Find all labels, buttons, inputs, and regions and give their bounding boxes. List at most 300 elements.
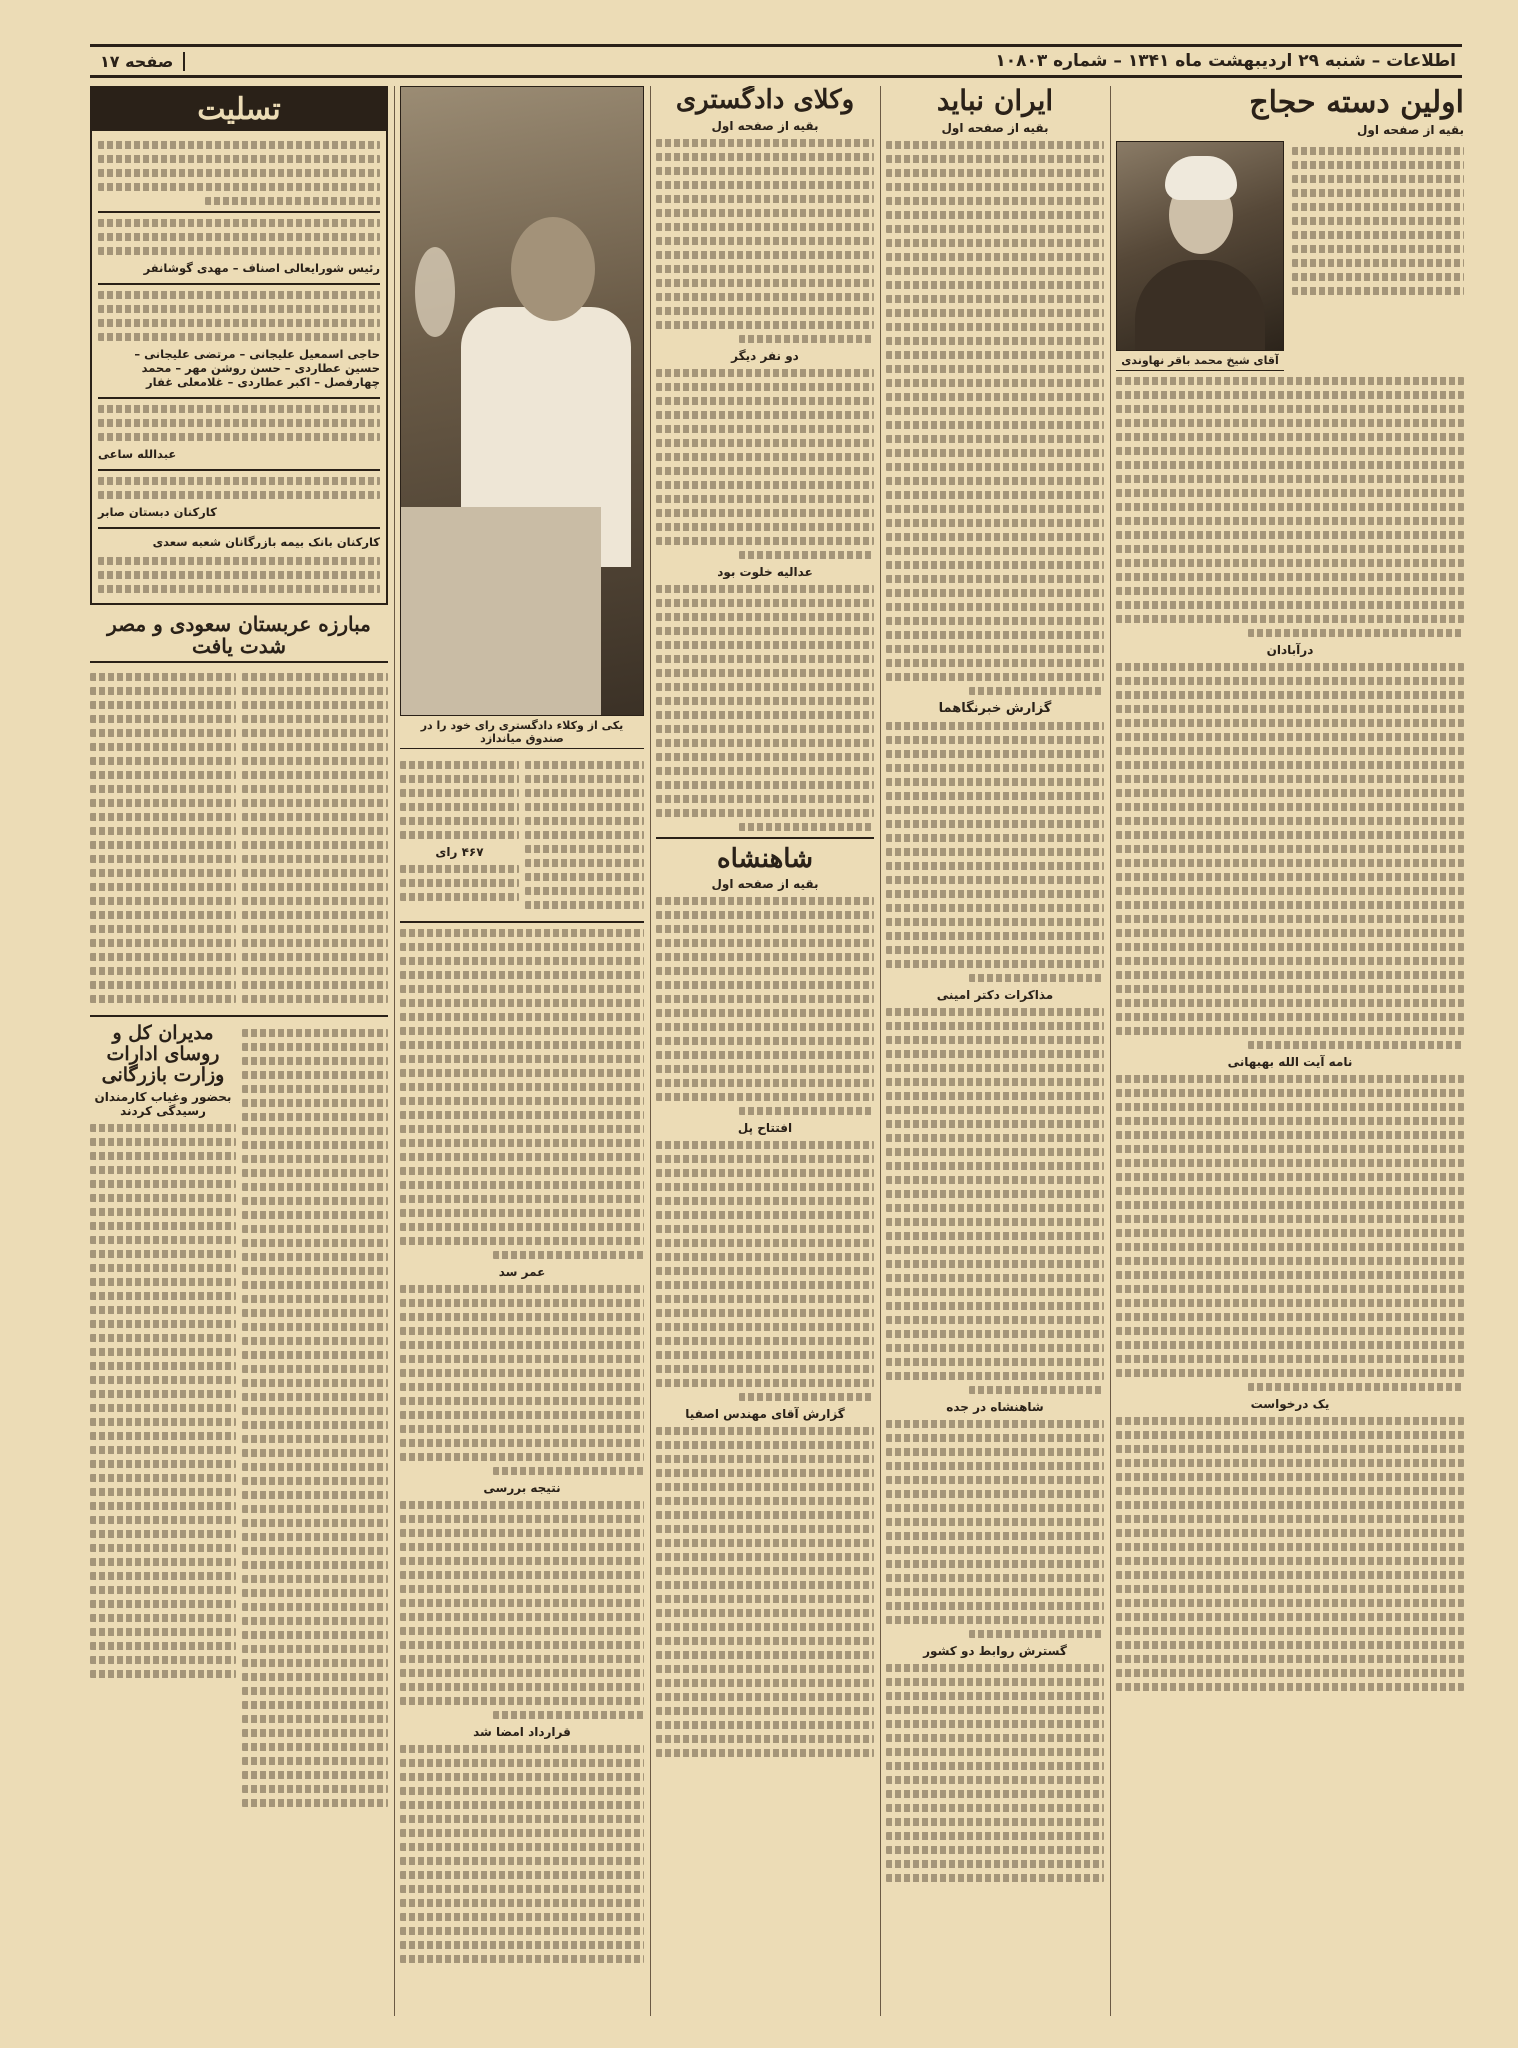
text-line bbox=[656, 1693, 874, 1701]
text-line bbox=[739, 823, 874, 831]
text-line bbox=[242, 1071, 388, 1079]
text-line bbox=[90, 1544, 236, 1552]
text-line bbox=[886, 1176, 1104, 1184]
text-line bbox=[400, 957, 644, 965]
text-line bbox=[400, 1425, 644, 1433]
text-line bbox=[90, 1586, 236, 1594]
text-line bbox=[98, 557, 380, 565]
text-line bbox=[1116, 1355, 1464, 1363]
text-line bbox=[525, 761, 644, 769]
text-line bbox=[886, 750, 1104, 758]
text-line bbox=[656, 509, 874, 517]
text-line bbox=[400, 1209, 644, 1217]
text-line bbox=[90, 1628, 236, 1636]
text-line bbox=[90, 925, 236, 933]
text-line bbox=[656, 1225, 874, 1233]
text-line bbox=[1116, 1515, 1464, 1523]
text-line bbox=[1116, 1159, 1464, 1167]
text-line bbox=[1116, 663, 1464, 671]
text-line bbox=[886, 351, 1104, 359]
text-line bbox=[90, 743, 236, 751]
text-line bbox=[400, 1543, 644, 1551]
text-line bbox=[886, 505, 1104, 513]
text-line bbox=[886, 575, 1104, 583]
text-line bbox=[242, 1533, 388, 1541]
text-line bbox=[90, 757, 236, 765]
text-line bbox=[242, 827, 388, 835]
text-line bbox=[525, 831, 644, 839]
text-line bbox=[886, 589, 1104, 597]
text-line bbox=[656, 1267, 874, 1275]
text-line bbox=[886, 1588, 1104, 1596]
text-line bbox=[656, 307, 874, 315]
text-line bbox=[656, 725, 874, 733]
text-line bbox=[886, 267, 1104, 275]
text-line bbox=[886, 1546, 1104, 1554]
text-line bbox=[242, 1687, 388, 1695]
section-title-dam-life: عمر سد bbox=[498, 1265, 546, 1279]
text-line bbox=[1116, 817, 1464, 825]
text-line bbox=[656, 795, 874, 803]
text-line bbox=[525, 845, 644, 853]
text-line bbox=[242, 925, 388, 933]
text-line bbox=[242, 1617, 388, 1625]
text-line bbox=[656, 1637, 874, 1645]
text-line bbox=[400, 1899, 644, 1907]
text-line bbox=[400, 865, 519, 873]
text-line bbox=[90, 813, 236, 821]
headline-saudi-egypt: مبارزه عربستان سعودی و مصر شدت یافت bbox=[90, 613, 388, 663]
text-line bbox=[1292, 161, 1464, 169]
text-line bbox=[90, 1348, 236, 1356]
text-line bbox=[1116, 859, 1464, 867]
text-line bbox=[525, 873, 644, 881]
continued-label: بقیه از صفحه اول bbox=[711, 877, 819, 892]
text-line bbox=[886, 295, 1104, 303]
condolence-box bbox=[90, 86, 388, 605]
text-line bbox=[400, 1411, 644, 1419]
text-line bbox=[656, 439, 874, 447]
section-title-contract: قرارداد امضا شد bbox=[473, 1725, 571, 1739]
text-line bbox=[886, 225, 1104, 233]
text-line bbox=[656, 1539, 874, 1547]
headline-shahanshah: شاهنشاه bbox=[716, 843, 813, 874]
text-line bbox=[886, 834, 1104, 842]
text-line bbox=[886, 1078, 1104, 1086]
headline-lawyers: وکلای دادگستری bbox=[675, 86, 855, 115]
text-line bbox=[242, 1575, 388, 1583]
text-line bbox=[656, 1309, 874, 1317]
text-line bbox=[400, 1167, 644, 1175]
text-line bbox=[242, 1169, 388, 1177]
text-line bbox=[656, 195, 874, 203]
text-line bbox=[90, 701, 236, 709]
text-line bbox=[656, 1197, 874, 1205]
text-line bbox=[242, 911, 388, 919]
text-line bbox=[1292, 273, 1464, 281]
text-line bbox=[90, 827, 236, 835]
text-line bbox=[886, 1664, 1104, 1672]
text-line bbox=[1116, 601, 1464, 609]
text-line bbox=[90, 1488, 236, 1496]
text-line bbox=[656, 523, 874, 531]
text-line bbox=[886, 1190, 1104, 1198]
text-line bbox=[242, 1127, 388, 1135]
text-line bbox=[886, 645, 1104, 653]
text-line bbox=[242, 1449, 388, 1457]
text-line bbox=[98, 219, 380, 227]
text-line bbox=[886, 736, 1104, 744]
text-line bbox=[1116, 1229, 1464, 1237]
column-3 bbox=[656, 86, 874, 2016]
text-line bbox=[656, 1093, 874, 1101]
text-line bbox=[1116, 1271, 1464, 1279]
text-line bbox=[242, 757, 388, 765]
headline-commerce-ministry: مدیران کل و روسای ادارات وزارت بازرگانی bbox=[101, 1022, 225, 1086]
text-line bbox=[1116, 943, 1464, 951]
text-line bbox=[656, 1037, 874, 1045]
text-line bbox=[886, 1692, 1104, 1700]
text-line bbox=[98, 405, 380, 413]
text-line bbox=[400, 1097, 644, 1105]
text-line bbox=[400, 1355, 644, 1363]
text-line bbox=[656, 1623, 874, 1631]
text-line bbox=[90, 1558, 236, 1566]
text-line bbox=[98, 141, 380, 149]
text-line bbox=[90, 1390, 236, 1398]
text-line bbox=[525, 789, 644, 797]
text-line bbox=[886, 1120, 1104, 1128]
text-line bbox=[242, 673, 388, 681]
text-line bbox=[98, 291, 380, 299]
text-line bbox=[1116, 1173, 1464, 1181]
text-line bbox=[886, 1720, 1104, 1728]
column-2 bbox=[886, 86, 1104, 2016]
text-line bbox=[886, 1790, 1104, 1798]
text-line bbox=[656, 209, 874, 217]
text-line bbox=[886, 1050, 1104, 1058]
text-line bbox=[1116, 1543, 1464, 1551]
page-header bbox=[90, 44, 1462, 78]
continued-label: بقیه از صفحه اول bbox=[711, 118, 819, 133]
text-line bbox=[400, 1125, 644, 1133]
text-line bbox=[656, 1581, 874, 1589]
text-line bbox=[886, 1532, 1104, 1540]
text-line bbox=[886, 365, 1104, 373]
text-line bbox=[98, 433, 380, 441]
text-line bbox=[400, 1515, 644, 1523]
text-line bbox=[525, 887, 644, 895]
text-line bbox=[242, 897, 388, 905]
text-line bbox=[656, 467, 874, 475]
text-line bbox=[656, 181, 874, 189]
text-line bbox=[886, 1358, 1104, 1366]
column-5 bbox=[90, 86, 388, 2016]
text-line bbox=[400, 1439, 644, 1447]
text-line bbox=[656, 641, 874, 649]
text-line bbox=[525, 859, 644, 867]
text-line bbox=[400, 1927, 644, 1935]
text-line bbox=[90, 1180, 236, 1188]
text-line bbox=[400, 1557, 644, 1565]
text-line bbox=[400, 1773, 644, 1781]
text-line bbox=[242, 813, 388, 821]
text-line bbox=[886, 1092, 1104, 1100]
text-line bbox=[886, 806, 1104, 814]
text-line bbox=[886, 155, 1104, 163]
text-line bbox=[242, 1491, 388, 1499]
text-line bbox=[656, 167, 874, 175]
text-line bbox=[242, 1099, 388, 1107]
text-line bbox=[242, 1379, 388, 1387]
text-line bbox=[400, 761, 519, 769]
text-line bbox=[886, 904, 1104, 912]
text-line bbox=[886, 323, 1104, 331]
text-line bbox=[886, 1762, 1104, 1770]
divider bbox=[98, 469, 380, 471]
text-line bbox=[1292, 217, 1464, 225]
column-rule bbox=[880, 86, 881, 2016]
text-line bbox=[90, 1642, 236, 1650]
text-line bbox=[886, 183, 1104, 191]
text-line bbox=[1116, 1431, 1464, 1439]
text-line bbox=[656, 1651, 874, 1659]
text-line bbox=[242, 1085, 388, 1093]
text-line bbox=[98, 247, 380, 255]
text-line bbox=[400, 1683, 644, 1691]
text-line bbox=[90, 1166, 236, 1174]
text-line bbox=[886, 673, 1104, 681]
section-title-bridge: افتتاح پل bbox=[737, 1121, 793, 1136]
text-line bbox=[886, 932, 1104, 940]
text-line bbox=[242, 1113, 388, 1121]
text-line bbox=[886, 1036, 1104, 1044]
text-line bbox=[656, 585, 874, 593]
text-line bbox=[242, 1757, 388, 1765]
text-line bbox=[400, 1397, 644, 1405]
text-line bbox=[1116, 1103, 1464, 1111]
text-line bbox=[400, 1181, 644, 1189]
text-line bbox=[400, 985, 644, 993]
text-line bbox=[242, 1267, 388, 1275]
text-line bbox=[242, 841, 388, 849]
text-line bbox=[886, 239, 1104, 247]
text-line bbox=[1116, 901, 1464, 909]
continued-label: بقیه از صفحه اول bbox=[941, 120, 1049, 135]
portrait-photo bbox=[1116, 141, 1284, 351]
text-line bbox=[400, 999, 644, 1007]
text-line bbox=[400, 1299, 644, 1307]
text-line bbox=[1116, 1075, 1464, 1083]
text-line bbox=[1116, 985, 1464, 993]
text-line bbox=[400, 1955, 644, 1963]
text-line bbox=[400, 943, 644, 951]
text-line bbox=[242, 1225, 388, 1233]
text-line bbox=[656, 397, 874, 405]
divider bbox=[98, 397, 380, 399]
text-line bbox=[90, 1124, 236, 1132]
text-line bbox=[656, 411, 874, 419]
text-line bbox=[400, 803, 519, 811]
text-line bbox=[90, 715, 236, 723]
text-line bbox=[886, 1748, 1104, 1756]
text-line bbox=[242, 1645, 388, 1653]
text-line bbox=[969, 1386, 1104, 1394]
text-line bbox=[242, 1337, 388, 1345]
text-line bbox=[400, 1801, 644, 1809]
text-line bbox=[886, 722, 1104, 730]
text-line bbox=[90, 897, 236, 905]
text-line bbox=[656, 1351, 874, 1359]
text-line bbox=[400, 1327, 644, 1335]
text-line bbox=[242, 1365, 388, 1373]
text-line bbox=[1116, 1473, 1464, 1481]
text-line bbox=[886, 1288, 1104, 1296]
text-line bbox=[886, 1518, 1104, 1526]
text-line bbox=[1116, 887, 1464, 895]
text-line bbox=[656, 897, 874, 905]
text-line bbox=[886, 792, 1104, 800]
text-line bbox=[656, 1511, 874, 1519]
text-line bbox=[1116, 1027, 1464, 1035]
text-line bbox=[1116, 1655, 1464, 1663]
text-line bbox=[90, 855, 236, 863]
text-line bbox=[886, 547, 1104, 555]
text-line bbox=[656, 153, 874, 161]
text-line bbox=[1116, 1201, 1464, 1209]
text-line bbox=[400, 1083, 644, 1091]
text-line bbox=[242, 1155, 388, 1163]
text-line bbox=[1116, 1285, 1464, 1293]
text-line bbox=[886, 1330, 1104, 1338]
text-line bbox=[886, 1148, 1104, 1156]
text-line bbox=[400, 1111, 644, 1119]
text-line bbox=[242, 1141, 388, 1149]
text-line bbox=[98, 183, 380, 191]
text-line bbox=[90, 771, 236, 779]
text-line bbox=[656, 1295, 874, 1303]
text-line bbox=[1116, 545, 1464, 553]
text-line bbox=[1116, 1641, 1464, 1649]
text-line bbox=[656, 925, 874, 933]
text-line bbox=[98, 169, 380, 177]
text-line bbox=[400, 1195, 644, 1203]
column-rule bbox=[1110, 86, 1111, 2016]
text-line bbox=[400, 1941, 644, 1949]
text-line bbox=[90, 1278, 236, 1286]
text-line bbox=[656, 711, 874, 719]
text-line bbox=[400, 1585, 644, 1593]
text-line bbox=[98, 477, 380, 485]
text-line bbox=[886, 141, 1104, 149]
text-line bbox=[1116, 475, 1464, 483]
text-line bbox=[90, 687, 236, 695]
text-line bbox=[1116, 1557, 1464, 1565]
text-line bbox=[969, 687, 1104, 695]
text-line bbox=[400, 1383, 644, 1391]
text-line bbox=[242, 1673, 388, 1681]
text-line bbox=[1116, 1215, 1464, 1223]
portrait-caption: آقای شیخ محمد باقر نهاوندی bbox=[1116, 351, 1284, 371]
text-line bbox=[90, 1264, 236, 1272]
text-line bbox=[656, 753, 874, 761]
text-line bbox=[525, 803, 644, 811]
text-line bbox=[98, 419, 380, 427]
text-line bbox=[886, 862, 1104, 870]
text-line bbox=[90, 1418, 236, 1426]
text-line bbox=[98, 319, 380, 327]
text-line bbox=[886, 1134, 1104, 1142]
text-line bbox=[1116, 1501, 1464, 1509]
text-line bbox=[886, 309, 1104, 317]
text-line bbox=[242, 799, 388, 807]
text-line bbox=[656, 1497, 874, 1505]
text-line bbox=[656, 251, 874, 259]
masthead: اطلاعات – شنبه ۲۹ اردیبهشت ماه ۱۳۴۱ – شماره ۱۰۸۰۳ bbox=[995, 51, 1456, 71]
text-line bbox=[1116, 559, 1464, 567]
column-1 bbox=[1116, 86, 1464, 2016]
text-line bbox=[242, 1463, 388, 1471]
text-line bbox=[656, 967, 874, 975]
text-line bbox=[90, 995, 236, 1003]
text-line bbox=[242, 785, 388, 793]
text-line bbox=[90, 939, 236, 947]
text-line bbox=[242, 1211, 388, 1219]
divider bbox=[98, 211, 380, 213]
text-line bbox=[886, 848, 1104, 856]
text-line bbox=[1292, 259, 1464, 267]
text-line bbox=[400, 1627, 644, 1635]
text-line bbox=[400, 1655, 644, 1663]
text-line bbox=[1116, 929, 1464, 937]
signature-4: کارکنان دبستان صابر bbox=[98, 505, 217, 519]
text-line bbox=[242, 869, 388, 877]
text-line bbox=[1116, 587, 1464, 595]
text-line bbox=[242, 1603, 388, 1611]
text-line bbox=[656, 265, 874, 273]
text-line bbox=[656, 1183, 874, 1191]
text-line bbox=[656, 1525, 874, 1533]
text-line bbox=[1116, 775, 1464, 783]
text-line bbox=[400, 1285, 644, 1293]
text-line bbox=[656, 453, 874, 461]
text-line bbox=[1116, 1599, 1464, 1607]
text-line bbox=[656, 1441, 874, 1449]
text-line bbox=[242, 1253, 388, 1261]
divider bbox=[98, 527, 380, 529]
section-title-review-result: نتیجه بررسی bbox=[483, 1481, 561, 1495]
text-line bbox=[656, 1337, 874, 1345]
text-line bbox=[656, 1169, 874, 1177]
text-line bbox=[656, 1023, 874, 1031]
text-line bbox=[1116, 803, 1464, 811]
text-line bbox=[242, 1029, 388, 1037]
text-line bbox=[1292, 147, 1464, 155]
text-line bbox=[656, 1665, 874, 1673]
text-line bbox=[1116, 419, 1464, 427]
text-line bbox=[493, 1251, 644, 1259]
text-line bbox=[656, 1609, 874, 1617]
divider bbox=[98, 283, 380, 285]
text-line bbox=[90, 1432, 236, 1440]
text-line bbox=[90, 1516, 236, 1524]
divider bbox=[90, 1015, 388, 1017]
text-line bbox=[1116, 1117, 1464, 1125]
text-line bbox=[1116, 573, 1464, 581]
headline-first-pilgrims: اولین دسته حجاج bbox=[1249, 86, 1464, 120]
text-line bbox=[1116, 789, 1464, 797]
text-line bbox=[886, 1462, 1104, 1470]
